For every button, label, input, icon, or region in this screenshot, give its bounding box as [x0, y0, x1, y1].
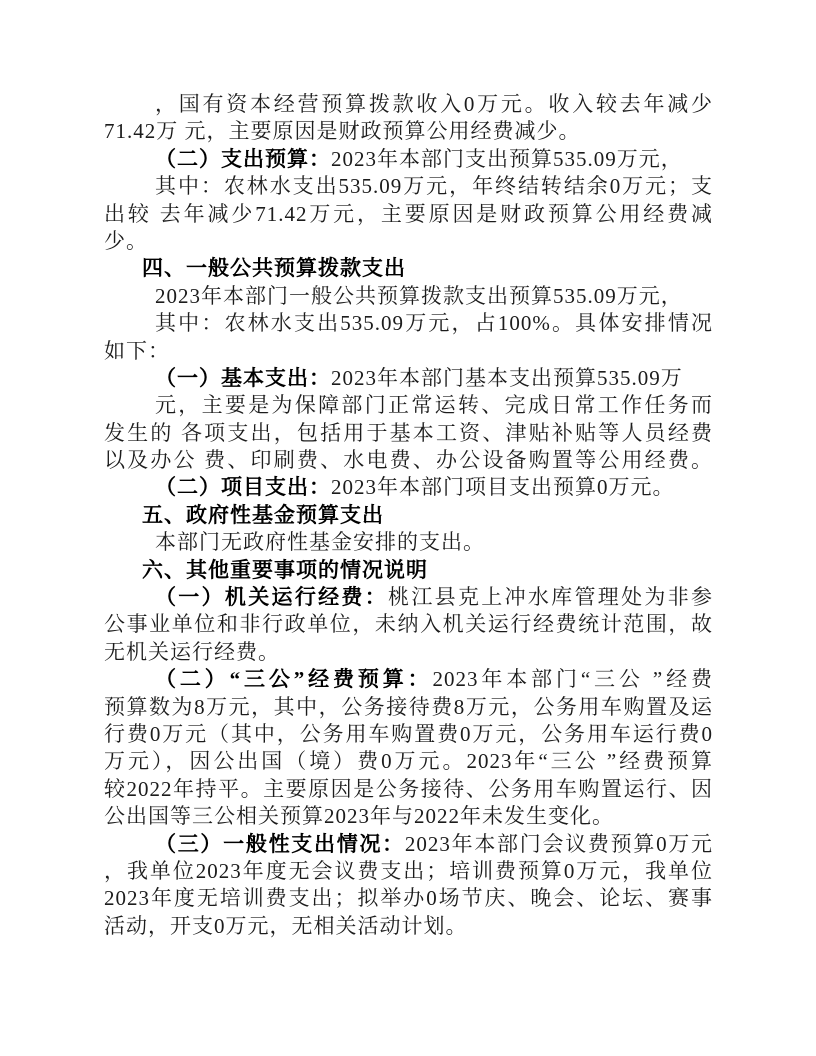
bold-text-run: （二）支出预算： — [155, 146, 331, 171]
text-run: 较2022年持平。主要原因是公务接待、公务用车购置运行、因 — [104, 776, 713, 801]
text-run: 2023年本部门会议费预算0万元 — [404, 831, 713, 856]
text-run: 本部门无政府性基金安排的支出。 — [155, 530, 485, 555]
text-run: 2023年本部门基本支出预算535.09万 — [331, 365, 683, 390]
text-line — [104, 803, 713, 830]
text-run: 2023年本部门“三公 ”经费 — [432, 667, 713, 692]
text-line — [104, 420, 713, 447]
text-line — [104, 474, 713, 501]
text-line — [104, 694, 713, 721]
text-run: 公事业单位和非行政单位，未纳入机关运行经费统计范围，故 — [104, 612, 713, 637]
text-line — [104, 584, 713, 611]
text-run: 2023年本部门项目支出预算0万元。 — [331, 475, 675, 500]
text-run: 发生的 各项支出，包括用于基本工资、津贴补贴等人员经费 — [104, 420, 713, 445]
text-run: 万元），因公出国（境）费0万元。2023年“三公 ”经费预算 — [104, 749, 713, 774]
bold-text-run: 四、一般公共预算拨款支出 — [142, 256, 406, 281]
bold-text-run: （一）机关运行经费： — [155, 585, 389, 610]
text-line — [104, 502, 713, 529]
text-line — [104, 118, 713, 145]
text-line — [104, 748, 713, 775]
bold-text-run: 五、政府性基金预算支出 — [142, 502, 384, 527]
text-run: 如下： — [104, 338, 170, 363]
text-run: 出较 去年减少71.42万元，主要原因是财政预算公用经费减 — [104, 201, 713, 226]
text-run: 行费0万元（其中，公务用车购置费0万元，公务用车运行费0 — [104, 721, 713, 746]
text-line — [104, 776, 713, 803]
text-line — [104, 529, 713, 556]
text-run: 公出国等三公相关预算2023年与2022年未发生变化。 — [104, 804, 614, 829]
text-run: 少。 — [104, 228, 148, 253]
text-line — [104, 858, 713, 885]
text-run: 其中：农林水支出535.09万元，占100%。具体安排情况 — [155, 311, 713, 336]
text-line — [104, 611, 713, 638]
text-line — [104, 392, 713, 419]
bold-text-run: （三）一般性支出情况： — [155, 831, 405, 856]
text-line — [104, 913, 713, 940]
text-line — [104, 201, 713, 228]
text-line — [104, 557, 713, 584]
text-line — [104, 639, 713, 666]
text-line — [104, 365, 713, 392]
bold-text-run: 六、其他重要事项的情况说明 — [142, 557, 428, 582]
bold-text-run: （二）“三公”经费预算： — [155, 667, 433, 692]
text-run: 2023年本部门支出预算535.09万元， — [331, 146, 683, 171]
text-line — [104, 255, 713, 282]
text-line — [104, 310, 713, 337]
text-run: ，国有资本经营预算拨款收入0万元。收入较去年减少 — [155, 92, 713, 116]
text-line — [104, 721, 713, 748]
text-run: 其中：农林水支出535.09万元，年终结转结余0万元；支 — [155, 174, 713, 199]
text-run: 预算数为8万元，其中，公务接待费8万元，公务用车购置及运 — [104, 694, 713, 719]
text-line — [104, 173, 713, 200]
text-line — [104, 666, 713, 693]
text-line — [104, 885, 713, 912]
text-line — [104, 831, 713, 858]
text-block — [104, 91, 713, 940]
text-line — [104, 228, 713, 255]
text-run: 元，主要是为保障部门正常运转、完成日常工作任务而 — [155, 393, 713, 418]
bold-text-run: （二）项目支出： — [155, 475, 331, 500]
text-line — [104, 447, 713, 474]
bold-text-run: （一）基本支出： — [155, 365, 331, 390]
text-run: 2023年度无培训费支出；拟举办0场节庆、晚会、论坛、赛事 — [104, 886, 713, 911]
text-run: 以及办公 费、印刷费、水电费、办公设备购置等公用经费。 — [104, 448, 713, 473]
text-run: 活动，开支0万元，无相关活动计划。 — [104, 913, 468, 938]
text-line — [104, 338, 713, 365]
text-run: 71.42万 元，主要原因是财政预算公用经费减少。 — [104, 119, 581, 144]
text-run: ，我单位2023年度无会议费支出；培训费预算0万元，我单位 — [104, 858, 713, 883]
text-run: 2023年本部门一般公共预算拨款支出预算535.09万元， — [155, 283, 683, 308]
text-line — [104, 283, 713, 310]
text-run: 无机关运行经费。 — [104, 639, 280, 664]
text-run: 桃江县克上冲水库管理处为非参 — [388, 585, 714, 610]
text-line — [104, 91, 713, 118]
text-line — [104, 146, 713, 173]
